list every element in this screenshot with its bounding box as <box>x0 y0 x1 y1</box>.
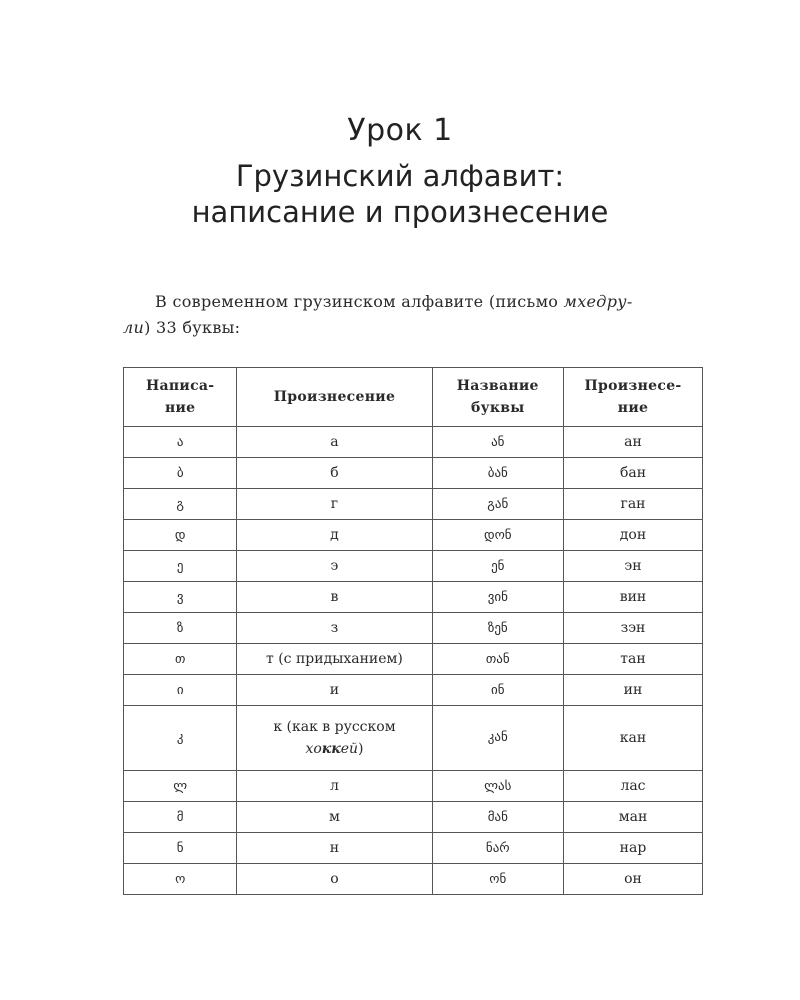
cell-letter: კ <box>124 706 237 771</box>
pron-note-word-bold: кк <box>321 741 341 757</box>
table-row <box>124 771 703 802</box>
table-row <box>124 427 703 458</box>
pron-note-word-start: хо <box>305 741 322 757</box>
header-letter-name <box>432 368 563 427</box>
cell-pronunciation <box>237 706 432 771</box>
table-row <box>124 802 703 833</box>
pron-note-line-1: к (как в русском <box>273 719 396 735</box>
cell-name-pronunciation: тан <box>563 644 702 675</box>
cell-letter: დ <box>124 520 237 551</box>
cell-name-pronunciation: ин <box>563 675 702 706</box>
cell-pronunciation: л <box>237 771 432 802</box>
table-row <box>124 489 703 520</box>
cell-name-pronunciation: лас <box>563 771 702 802</box>
cell-letter: მ <box>124 802 237 833</box>
cell-pronunciation: г <box>237 489 432 520</box>
cell-pronunciation: н <box>237 833 432 864</box>
cell-letter-name: გან <box>432 489 563 520</box>
table-row <box>124 582 703 613</box>
cell-pronunciation: т (с придыханием) <box>237 644 432 675</box>
intro-line-2-text: ) 33 буквы: <box>144 318 241 337</box>
cell-letter-name: ნარ <box>432 833 563 864</box>
cell-pronunciation: о <box>237 864 432 895</box>
table-row <box>124 613 703 644</box>
table-row <box>124 833 703 864</box>
cell-letter-name: მან <box>432 802 563 833</box>
header-writing <box>124 368 237 427</box>
cell-name-pronunciation: ман <box>563 802 702 833</box>
pron-note-word-end: ей <box>340 741 359 757</box>
subtitle-line-1: Грузинский алфавит: <box>235 159 565 193</box>
cell-letter-name: ენ <box>432 551 563 582</box>
intro-line-1-italic: мхедру- <box>563 292 633 311</box>
table-row <box>124 458 703 489</box>
table-row <box>124 864 703 895</box>
cell-name-pronunciation: кан <box>563 706 702 771</box>
intro-paragraph <box>123 289 703 341</box>
cell-pronunciation: и <box>237 675 432 706</box>
cell-pronunciation: б <box>237 458 432 489</box>
cell-name-pronunciation: он <box>563 864 702 895</box>
intro-line-1 <box>123 289 703 315</box>
lesson-title: Урок 1 <box>347 113 453 148</box>
intro-line-1-text: В современном грузинском алфавите (письмо <box>155 292 564 311</box>
cell-letter: თ <box>124 644 237 675</box>
cell-name-pronunciation: ган <box>563 489 702 520</box>
cell-letter-name: თან <box>432 644 563 675</box>
cell-letter-name: ბან <box>432 458 563 489</box>
cell-letter-name: კან <box>432 706 563 771</box>
cell-letter: ბ <box>124 458 237 489</box>
cell-name-pronunciation: зэн <box>563 613 702 644</box>
subtitle-line-2: написание и произнесение <box>191 195 609 229</box>
table-body <box>124 427 703 895</box>
header-letter-name-line-2: буквы <box>470 400 525 416</box>
cell-letter-name: ინ <box>432 675 563 706</box>
table-row <box>124 675 703 706</box>
cell-letter: ი <box>124 675 237 706</box>
cell-name-pronunciation: бан <box>563 458 702 489</box>
header-letter-name-line-1: Название <box>456 378 539 394</box>
pron-note-close: ) <box>358 741 364 757</box>
cell-pronunciation: в <box>237 582 432 613</box>
cell-letter: გ <box>124 489 237 520</box>
cell-pronunciation: д <box>237 520 432 551</box>
intro-line-2-italic: ли <box>123 318 145 337</box>
cell-pronunciation: а <box>237 427 432 458</box>
cell-letter: ნ <box>124 833 237 864</box>
table-row <box>124 644 703 675</box>
cell-letter: ა <box>124 427 237 458</box>
header-writing-line-1: Написа- <box>145 378 215 394</box>
cell-letter: ო <box>124 864 237 895</box>
header-writing-line-2: ние <box>164 400 196 416</box>
cell-letter-name: ლას <box>432 771 563 802</box>
cell-name-pronunciation: вин <box>563 582 702 613</box>
alphabet-table <box>123 367 703 895</box>
cell-letter-name: დონ <box>432 520 563 551</box>
header-name-pronunciation <box>563 368 702 427</box>
cell-letter-name: ონ <box>432 864 563 895</box>
header-name-pron-line-1: Произнесе- <box>584 378 682 394</box>
cell-letter: ვ <box>124 582 237 613</box>
cell-letter: ზ <box>124 613 237 644</box>
lesson-subtitle <box>0 158 800 230</box>
cell-name-pronunciation: эн <box>563 551 702 582</box>
table-header-row <box>124 368 703 427</box>
cell-letter-name: ვინ <box>432 582 563 613</box>
table-row <box>124 520 703 551</box>
cell-letter-name: ზენ <box>432 613 563 644</box>
cell-name-pronunciation: дон <box>563 520 702 551</box>
table-row <box>124 706 703 771</box>
cell-name-pronunciation: нар <box>563 833 702 864</box>
intro-line-2 <box>123 315 703 341</box>
cell-letter-name: ან <box>432 427 563 458</box>
cell-letter: ე <box>124 551 237 582</box>
cell-pronunciation: м <box>237 802 432 833</box>
cell-letter: ლ <box>124 771 237 802</box>
cell-pronunciation: з <box>237 613 432 644</box>
cell-pronunciation: э <box>237 551 432 582</box>
header-pronunciation: Произнесение <box>237 368 432 427</box>
table-row <box>124 551 703 582</box>
header-name-pron-line-2: ние <box>617 400 649 416</box>
cell-name-pronunciation: ан <box>563 427 702 458</box>
